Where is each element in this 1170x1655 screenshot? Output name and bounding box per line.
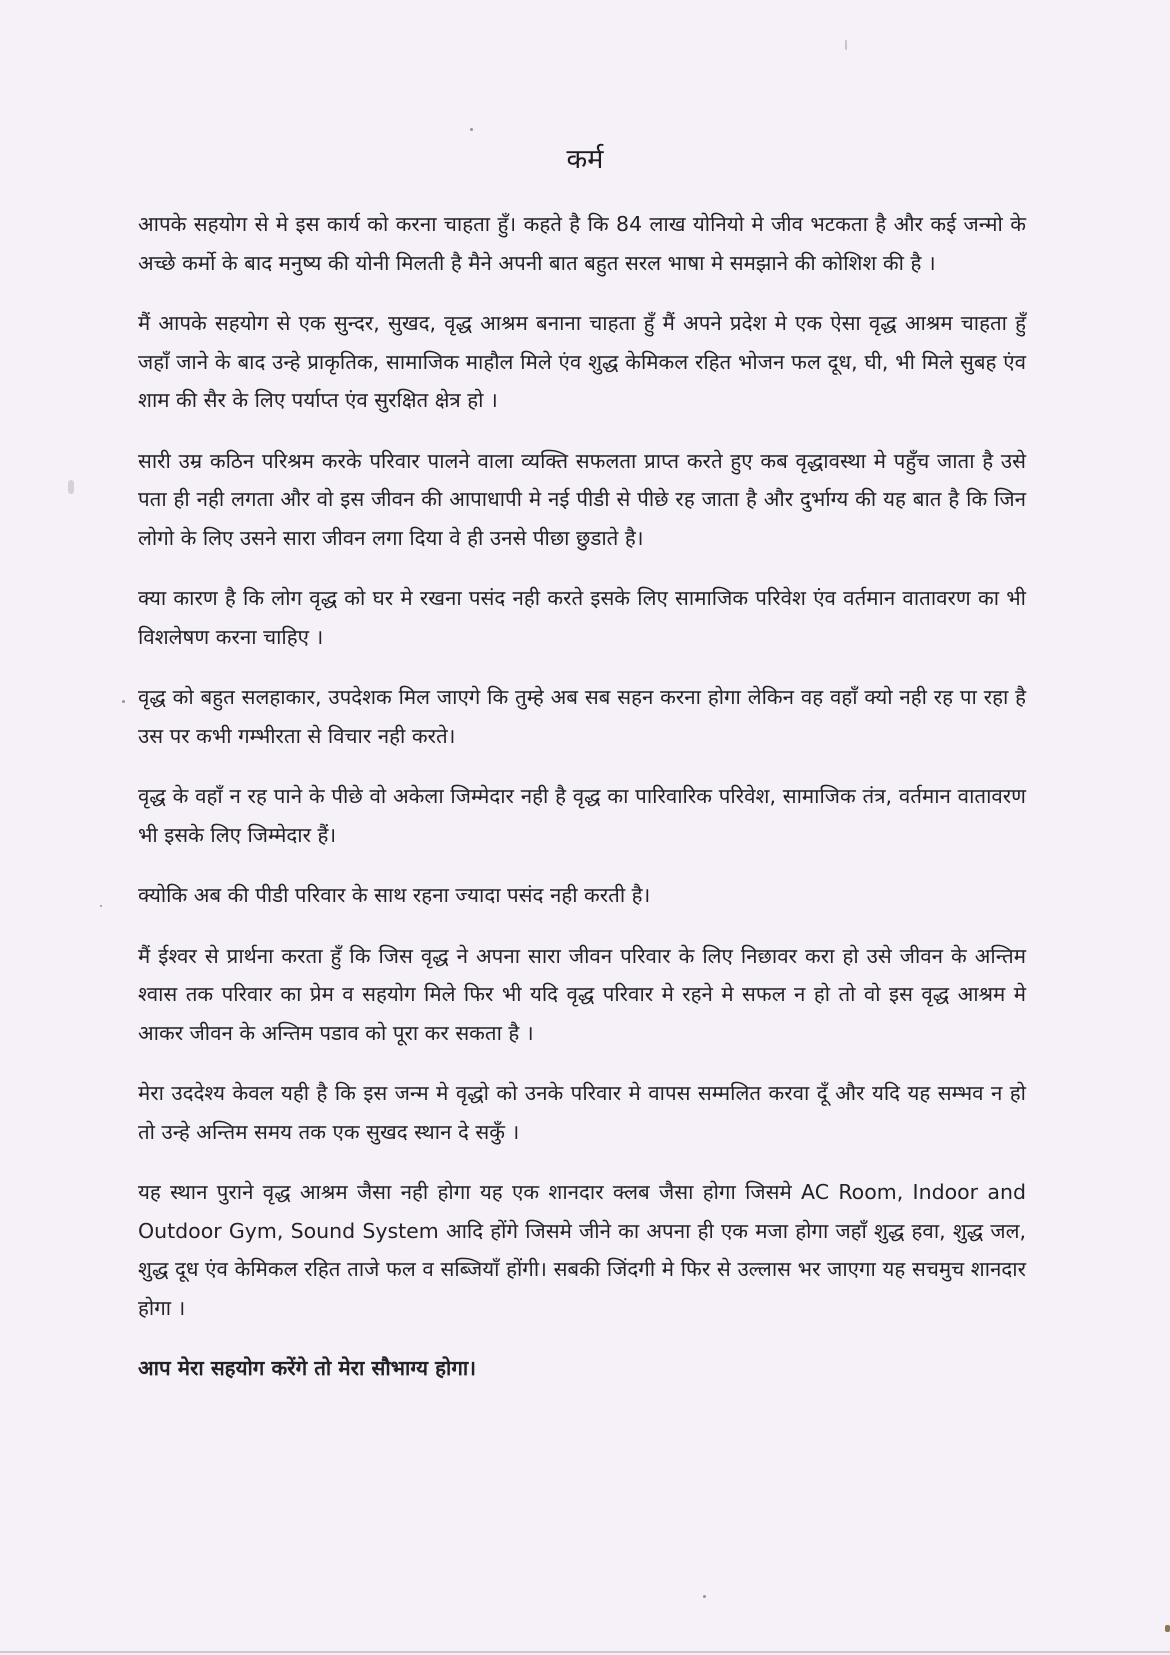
document-title: कर्म — [566, 144, 604, 175]
paragraph-2: मैं आपके सहयोग से एक सुन्दर, सुखद, वृद्ध आश्रम बनाना चाहता हुँ मैं अपने प्रदेश मे एक ऐसा वृद्ध आश्रम चाहता हुँ जहाँ जाने के बाद उन्हे प्राकृतिक, सामाजिक माहौल मिले एंव शुद्ध केमिकल रहित भोजन फल दूध, घी, भी मिले सुबह एंव शाम की सैर के लिए पर्याप्त एंव सुरक्षित क्षेत्र हो । — [138, 311, 1026, 412]
paragraph-6: वृद्ध के वहाँ न रह पाने के पीछे वो अकेला जिम्मेदार नही है वृद्ध का पारिवारिक परिवेश, सामाजिक तंत्र, वर्तमान वातावरण भी इसके लिए जिम्मेदार हैं। — [138, 784, 1026, 847]
paragraph-3: सारी उम्र कठिन परिश्रम करके परिवार पालने वाला व्यक्ति सफलता प्राप्त करते हुए कब वृद्धावस्था मे पहुँच जाता है उसे पता ही नही लगता और वो इस जीवन की आपाधापी मे नई पीडी से पीछे रह जाता है और दुर्भाग्य की यह बात है कि जिन लोगो के लिए उसने सारा जीवन लगा दिया वे ही उनसे पीछा छुडाते है। — [138, 448, 1026, 550]
scan-speck — [122, 700, 125, 703]
scan-speck — [703, 1595, 706, 1598]
paragraph-5: वृद्ध को बहुत सलहाकार, उपदेशक मिल जाएगे कि तुम्हे अब सब सहन करना होगा लेकिन वह वहाँ क्यो नही रह पा रहा है उस पर कभी गम्भीरता से विचार नही करते। — [138, 685, 1026, 748]
scan-speck — [68, 480, 74, 494]
paragraph-7: क्योकि अब की पीडी परिवार के साथ रहना ज्यादा पसंद नही करती है। — [138, 883, 651, 907]
scan-speck — [470, 128, 473, 131]
scan-speck — [100, 905, 102, 907]
document-body — [138, 205, 1026, 1410]
paragraph-1: आपके सहयोग से मे इस कार्य को करना चाहता हुँ। कहते है कि 84 लाख योनियो मे जीव भटकता है और कई जन्मो के अच्छे कर्मो के बाद मनुष्य की योनी मिलती है मैने अपनी बात बहुत सरल भाषा मे समझाने की कोशिश की है । — [138, 212, 1026, 275]
paragraph-9: मेरा उददेश्य केवल यही है कि इस जन्म मे वृद्धो को उनके परिवार मे वापस सम्मलित करवा दूँ और यदि यह सम्भव न हो तो उन्हे अन्तिम समय तक एक सुखद स्थान दे सकुँ । — [138, 1081, 1026, 1144]
paragraph-10: यह स्थान पुराने वृद्ध आश्रम जैसा नही होगा यह एक शानदार क्लब जैसा होगा जिसमे AC Room, Indoor and Outdoor Gym, Sound System आदि होंगे जिसमे जीने का अपना ही एक मजा होगा जहाँ शुद्ध हवा, शुद्ध जल, शुद्ध दूध एंव केमिकल रहित ताजे फल व सब्जियाँ होंगी। सबकी जिंदगी मे फिर से उल्लास भर जाएगा यह सचमुच शानदार होगा । — [138, 1180, 1026, 1320]
paragraph-8: मैं ईश्वर से प्रार्थना करता हुँ कि जिस वृद्ध ने अपना सारा जीवन परिवार के लिए निछावर करा हो उसे जीवन के अन्तिम श्वास तक परिवार का प्रेम व सहयोग मिले फिर भी यदि वृद्ध परिवार मे रहने मे सफल न हो तो वो इस वृद्ध आश्रम मे आकर जीवन के अन्तिम पडाव को पूरा कर सकता है । — [138, 943, 1026, 1045]
scan-speck — [845, 40, 847, 50]
paragraph-4: क्या कारण है कि लोग वृद्ध को घर मे रखना पसंद नही करते इसके लिए सामाजिक परिवेश एंव वर्तमान वातावरण का भी विशलेषण करना चाहिए । — [138, 586, 1026, 649]
scan-speck — [1165, 1625, 1170, 1632]
closing-line: आप मेरा सहयोग करेंगे तो मेरा सौभाग्य होगा। — [138, 1356, 476, 1380]
scan-edge — [0, 1651, 1170, 1653]
